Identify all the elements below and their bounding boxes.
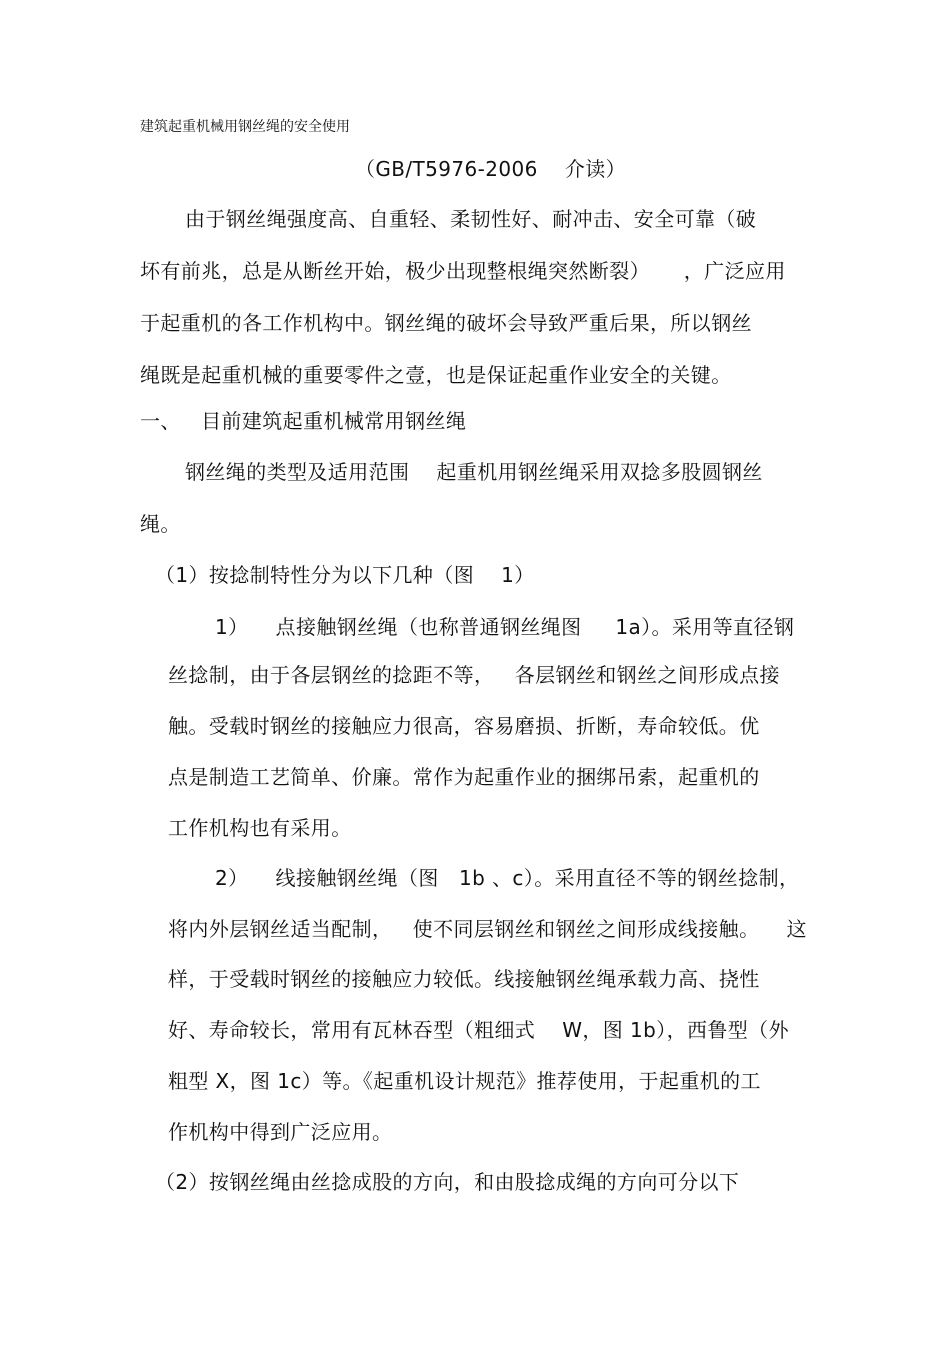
list-item-line: 作机构中得到广泛应用。 <box>168 1120 393 1144</box>
paragraph-line: 绳既是起重机械的重要零件之壹，也是保证起重作业安全的关键。 <box>140 363 732 387</box>
list-item-line: 点是制造工艺简单、价廉。常作为起重作业的捆绑吊索，起重机的 <box>168 765 760 789</box>
list-item-line: 样，于受载时钢丝的接触应力较低。线接触钢丝绳承载力高、挠性 <box>168 967 760 991</box>
paragraph-line: 由于钢丝绳强度高、自重轻、柔韧性好、耐冲击、安全可靠（破 <box>185 207 757 231</box>
list-item-line: 将内外层钢丝适当配制， 使不同层钢丝和钢丝之间形成线接触。 这 <box>168 917 807 941</box>
paragraph-line: 钢丝绳的类型及适用范围 起重机用钢丝绳采用双捻多股圆钢丝 <box>185 460 763 484</box>
paragraph-line: 绳。 <box>140 512 181 536</box>
subsection-heading: （1）按捻制特性分为以下几种（图 1） <box>155 563 535 587</box>
document-title: 建筑起重机械用钢丝绳的安全使用 <box>140 119 350 135</box>
list-item-line: 好、寿命较长，常用有瓦林吞型（粗细式 W，图 1b），西鲁型（外 <box>168 1018 789 1042</box>
list-item-line: 丝捻制，由于各层钢丝的捻距不等， 各层钢丝和钢丝之间形成点接 <box>168 663 780 687</box>
paragraph-line: 坏有前兆，总是从断丝开始，极少出现整根绳突然断裂） ，广泛应用 <box>140 259 786 283</box>
paragraph-line: 于起重机的各工作机构中。钢丝绳的破坏会导致严重后果，所以钢丝 <box>140 311 752 335</box>
section-heading: 一、 目前建筑起重机械常用钢丝绳 <box>140 409 467 433</box>
list-item-line: 粗型 X，图 1c）等。《起重机设计规范》推荐使用，于起重机的工 <box>168 1069 761 1093</box>
document-subtitle: （GB/T5976-2006 介读） <box>355 157 627 181</box>
list-item-line: 工作机构也有采用。 <box>168 816 352 840</box>
list-item-line: 2） 线接触钢丝绳（图 1b 、c）。采用直径不等的钢丝捻制， <box>215 866 800 890</box>
list-item-line: 1） 点接触钢丝绳（也称普通钢丝绳图 1a）。采用等直径钢 <box>215 615 795 639</box>
subsection-heading: （2）按钢丝绳由丝捻成股的方向，和由股捻成绳的方向可分以下 <box>155 1170 740 1194</box>
list-item-line: 触。受载时钢丝的接触应力很高，容易磨损、折断，寿命较低。优 <box>168 714 760 738</box>
